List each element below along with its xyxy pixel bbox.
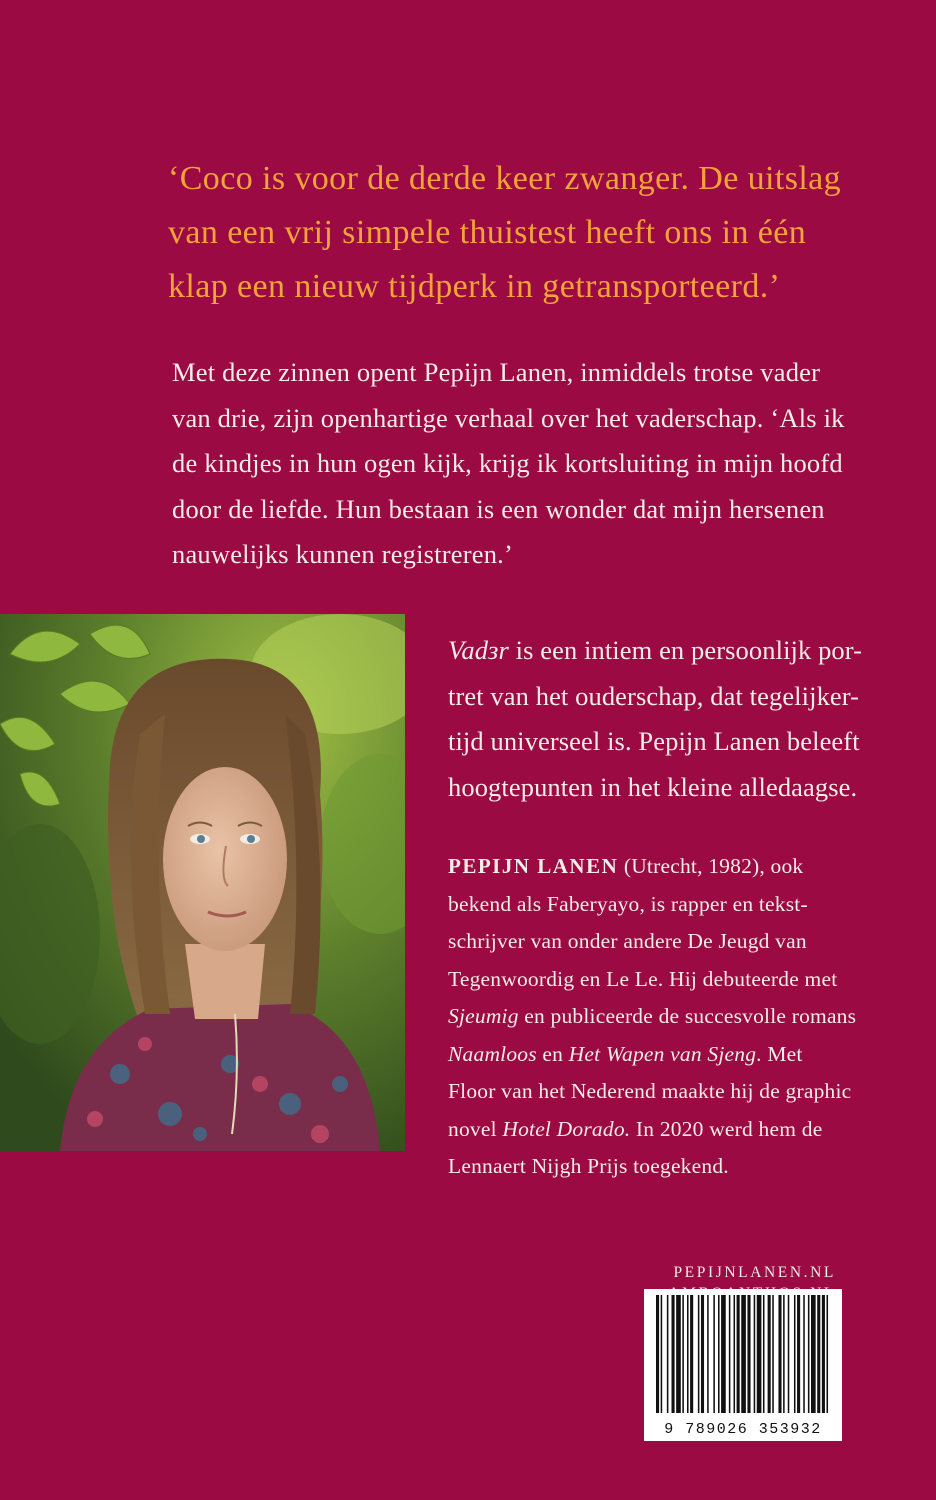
summary-line: tret van het ouderschap, dat tegelijker- (448, 680, 860, 711)
barcode-bar (808, 1295, 810, 1413)
barcode-bar (721, 1295, 726, 1413)
bio-text: bekend als Faberyayo, is rapper en tekst- (448, 891, 808, 916)
barcode-bar (672, 1295, 675, 1413)
barcode-bar (794, 1295, 796, 1413)
barcode-bar (768, 1295, 771, 1413)
book-title: Vadзr (448, 635, 509, 665)
book-title-naamloos: Naamloos (448, 1041, 537, 1066)
portrait-illustration (0, 614, 405, 1151)
opening-quote (168, 152, 888, 314)
intro-line: nauwelijks kunnen registreren.’ (172, 539, 514, 569)
barcode-bar (661, 1295, 663, 1413)
quote-line: ‘Coco is voor de derde keer zwanger. De uitslag (168, 160, 842, 197)
barcode-bar (656, 1295, 659, 1413)
author-name: PEPIJN LANEN (448, 854, 619, 878)
barcode-bar (667, 1295, 669, 1413)
bio-text: novel (448, 1116, 503, 1141)
barcode-bars (644, 1289, 842, 1419)
barcode-bar (797, 1295, 800, 1413)
barcode-bar (778, 1295, 781, 1413)
book-title-hotel-dorado: Hotel Dorado. (502, 1116, 631, 1141)
summary-line: is een intiem en persoonlijk por- (508, 635, 863, 665)
bio-text: . Met (756, 1041, 803, 1066)
isbn-barcode (644, 1289, 842, 1441)
barcode-bar (734, 1295, 736, 1413)
barcode-bar (676, 1295, 681, 1413)
bio-text: Lennaert Nijgh Prijs toegekend. (448, 1154, 729, 1178)
bio-text: en (536, 1041, 569, 1066)
barcode-bar (827, 1295, 829, 1413)
barcode-bar (783, 1295, 785, 1413)
barcode-bar (788, 1295, 790, 1413)
bio-text: In 2020 werd hem de (630, 1116, 823, 1141)
author-bio (448, 848, 893, 1186)
barcode-bar (718, 1295, 720, 1413)
intro-line: de kindjes in hun ogen kijk, krijg ik kortsluiting in mijn hoofd (172, 448, 843, 478)
summary-line: hoogtepunten in het kleine alledaagse. (448, 771, 858, 802)
barcode-bar (772, 1295, 774, 1413)
barcode-bar (737, 1295, 740, 1413)
book-summary (448, 628, 898, 810)
book-title-het-wapen-van-sjeng: Het Wapen van Sjeng (568, 1041, 757, 1066)
barcode-bar (811, 1295, 816, 1413)
barcode-bar (690, 1295, 693, 1413)
intro-line: Met deze zinnen opent Pepijn Lanen, inmiddels trotse vader (172, 357, 821, 387)
barcode-bar (682, 1295, 684, 1413)
intro-paragraph (172, 350, 892, 578)
bio-text: en publiceerde de succesvolle romans (518, 1004, 857, 1028)
author-portrait-photo (0, 614, 405, 1151)
bio-text: Tegenwoordig en Le Le. Hij debuteerde met (448, 966, 838, 991)
barcode-bar (754, 1295, 756, 1413)
barcode-bar (707, 1295, 709, 1413)
bio-text: Floor van het Nederend maakte hij de graphic (448, 1079, 852, 1103)
barcode-bar (763, 1295, 765, 1413)
quote-line: van een vrij simpele thuistest heeft ons in één (168, 214, 807, 251)
isbn-digits: 9 789026 353932 (664, 1421, 822, 1438)
author-website[interactable]: PEPIJNLANEN.NL (673, 1264, 836, 1281)
barcode-bar (803, 1295, 805, 1413)
bio-text: schrijver van onder andere De Jeugd van (448, 929, 807, 953)
barcode-bar (757, 1295, 762, 1413)
summary-line: tijd universeel is. Pepijn Lanen beleeft (448, 726, 860, 756)
barcode-bar (701, 1295, 704, 1413)
book-title-sjeumig: Sjeumig (448, 1004, 519, 1028)
quote-line: klap een nieuw tijdperk in getransporteerd.’ (168, 268, 781, 305)
intro-line: door de liefde. Hun bestaan is een wonder dat mijn hersenen (172, 493, 825, 524)
barcode-bar (822, 1295, 825, 1413)
barcode-bar (741, 1295, 746, 1413)
barcode-bar (729, 1295, 731, 1413)
barcode-bar (817, 1295, 820, 1413)
barcode-bar (713, 1295, 715, 1413)
barcode-bar (747, 1295, 750, 1413)
intro-line: van drie, zijn openhartige verhaal over het vaderschap. ‘Als ik (172, 402, 845, 433)
bio-text: (Utrecht, 1982), ook (618, 854, 804, 878)
barcode-bar (698, 1295, 700, 1413)
barcode-bar (687, 1295, 689, 1413)
